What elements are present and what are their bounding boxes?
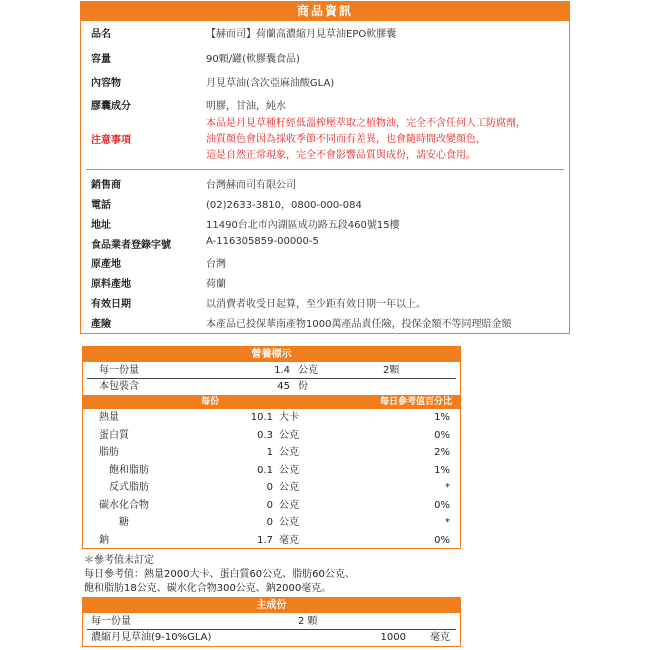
nutrition-title: 營養標示 bbox=[83, 347, 460, 362]
info-label: 地址 bbox=[91, 220, 111, 231]
nutrient-percent: * bbox=[445, 482, 450, 493]
serving-value: 1.4 bbox=[274, 365, 290, 376]
package-label: 本包裝含 bbox=[99, 381, 139, 392]
nutrient-value: 0 bbox=[266, 517, 273, 528]
precaution-line: 這是自然正常現象，完全不會影響品質與成份，請安心食用。 bbox=[206, 150, 476, 161]
ingredient-value: 1000 bbox=[380, 632, 406, 643]
nutrient-percent: 0% bbox=[434, 534, 450, 546]
package-row bbox=[83, 379, 460, 394]
ingredient-unit: 毫克 bbox=[430, 632, 450, 643]
info-value: 90顆/罐(軟膠囊食品) bbox=[206, 54, 300, 65]
ingredient-serving-label: 每一份量 bbox=[91, 616, 131, 627]
package-unit: 份 bbox=[298, 381, 308, 392]
nutrition-note: ＊參考值未訂定 bbox=[84, 555, 154, 566]
section-divider bbox=[86, 169, 564, 170]
ingredient-serving-value: 2 顆 bbox=[298, 616, 318, 627]
nutrition-note: 飽和脂肪18公克、碳水化合物300公克、鈉2000毫克。 bbox=[84, 583, 332, 594]
nutrition-item-row bbox=[83, 480, 460, 495]
info-label: 銷售商 bbox=[91, 180, 121, 191]
nutrient-name: 飽和脂肪 bbox=[109, 464, 149, 476]
package-value: 45 bbox=[277, 381, 290, 392]
info-label: 品名 bbox=[91, 29, 111, 40]
precaution-line: 本品是月見草種籽經低溫榨壓萃取之植物油，完全不含任何人工防腐劑， bbox=[206, 118, 526, 129]
info-value: 台灣 bbox=[206, 259, 226, 270]
ingredient-row bbox=[83, 630, 460, 645]
nutrient-percent: 0% bbox=[434, 499, 450, 511]
info-label: 原料產地 bbox=[91, 279, 131, 290]
nutrition-column-header bbox=[83, 395, 460, 409]
nutrient-value: 0 bbox=[266, 482, 273, 493]
info-value: 【赫而司】荷蘭高濃縮月見草油EPO軟膠囊 bbox=[206, 29, 397, 40]
info-label: 注意事項 bbox=[91, 135, 131, 146]
serving-row bbox=[83, 363, 460, 378]
serving-extra: 2顆 bbox=[383, 365, 400, 376]
nutrition-panel bbox=[82, 346, 461, 549]
nutrition-item-row bbox=[83, 515, 460, 530]
nutrient-name: 熱量 bbox=[99, 412, 119, 423]
info-value: (02)2633-3810，0800-000-084 bbox=[206, 200, 362, 211]
nutrient-value: 1.7 bbox=[257, 534, 273, 546]
nutrient-percent: * bbox=[445, 517, 450, 528]
nutrition-item-row bbox=[83, 463, 460, 478]
nutrient-percent: 1% bbox=[434, 412, 450, 423]
info-label: 電話 bbox=[91, 200, 111, 211]
info-value: A-116305859-00000-5 bbox=[206, 236, 319, 247]
nutrient-unit: 公克 bbox=[279, 499, 299, 511]
product-info-title: 商品資訊 bbox=[81, 2, 569, 21]
nutrient-unit: 公克 bbox=[279, 429, 299, 441]
info-value: 以消費者收受日起算，至少距有效日期一年以上。 bbox=[206, 299, 426, 310]
precaution-line: 油質顏色會因為採收季節不同而有差異，也會隨時間改變顏色， bbox=[206, 134, 486, 145]
nutrient-unit: 公克 bbox=[279, 517, 299, 528]
nutrition-item-row bbox=[83, 533, 460, 548]
nutrient-value: 0.3 bbox=[257, 429, 273, 441]
nutrient-unit: 公克 bbox=[279, 482, 299, 493]
ingredient-panel bbox=[82, 597, 461, 647]
ingredient-name: 濃縮月見草油(9-10%GLA) bbox=[91, 632, 212, 643]
info-label: 有效日期 bbox=[91, 299, 131, 310]
serving-unit: 公克 bbox=[298, 365, 318, 376]
info-label: 產險 bbox=[91, 319, 111, 330]
nutrient-unit: 公克 bbox=[279, 464, 299, 476]
ingredient-title: 主成份 bbox=[83, 598, 460, 613]
info-value: 本產品已投保華南產物1000萬產品責任險，投保金額不等同理賠金額 bbox=[206, 319, 512, 330]
nutrient-name: 碳水化合物 bbox=[99, 499, 149, 511]
nutrient-value: 10.1 bbox=[250, 412, 273, 423]
info-value: 11490台北市內湖區成功路五段460號15樓 bbox=[206, 220, 400, 231]
product-info-panel bbox=[80, 1, 570, 334]
nutrient-value: 0.1 bbox=[257, 464, 273, 476]
nutrient-name: 反式脂肪 bbox=[109, 482, 149, 493]
info-value: 台灣赫而司有限公司 bbox=[206, 180, 296, 191]
info-label: 內容物 bbox=[91, 78, 121, 89]
ingredient-serving-row bbox=[83, 614, 460, 629]
nutrition-item-row bbox=[83, 428, 460, 443]
nutrition-item-row bbox=[83, 498, 460, 513]
info-value: 荷蘭 bbox=[206, 279, 226, 290]
info-value: 月見草油(含次亞麻油酸GLA) bbox=[206, 78, 335, 89]
nutrient-percent: 1% bbox=[434, 464, 450, 476]
nutrient-unit: 大卡 bbox=[279, 412, 299, 423]
nutrition-item-row bbox=[83, 410, 460, 425]
nutrient-name: 蛋白質 bbox=[99, 429, 129, 441]
nutrient-percent: 0% bbox=[434, 429, 450, 441]
nutrient-percent: 2% bbox=[434, 447, 450, 458]
nutrient-unit: 公克 bbox=[279, 447, 299, 458]
info-value bbox=[206, 116, 526, 164]
nutrition-note: 每日參考值：熱量2000大卡、蛋白質60公克、脂肪60公克、 bbox=[84, 569, 355, 580]
info-label: 原產地 bbox=[91, 259, 121, 270]
nutrient-value: 1 bbox=[266, 447, 273, 458]
nutrient-name: 脂肪 bbox=[99, 447, 119, 458]
info-label: 膠囊成分 bbox=[91, 101, 131, 112]
nutrition-item-row bbox=[83, 445, 460, 460]
nutrient-name: 鈉 bbox=[99, 534, 109, 546]
column-per-serving: 每份 bbox=[201, 397, 220, 407]
nutrient-unit: 毫克 bbox=[279, 534, 299, 546]
info-label: 食品業者登錄字號 bbox=[91, 240, 171, 251]
nutrient-value: 0 bbox=[266, 499, 273, 511]
serving-label: 每一份量 bbox=[99, 365, 139, 376]
nutrient-name: 糖 bbox=[119, 517, 129, 528]
info-value: 明膠，甘油，純水 bbox=[206, 101, 286, 112]
column-daily-percent: 每日參考值百分比 bbox=[379, 397, 452, 407]
info-label: 容量 bbox=[91, 54, 111, 65]
